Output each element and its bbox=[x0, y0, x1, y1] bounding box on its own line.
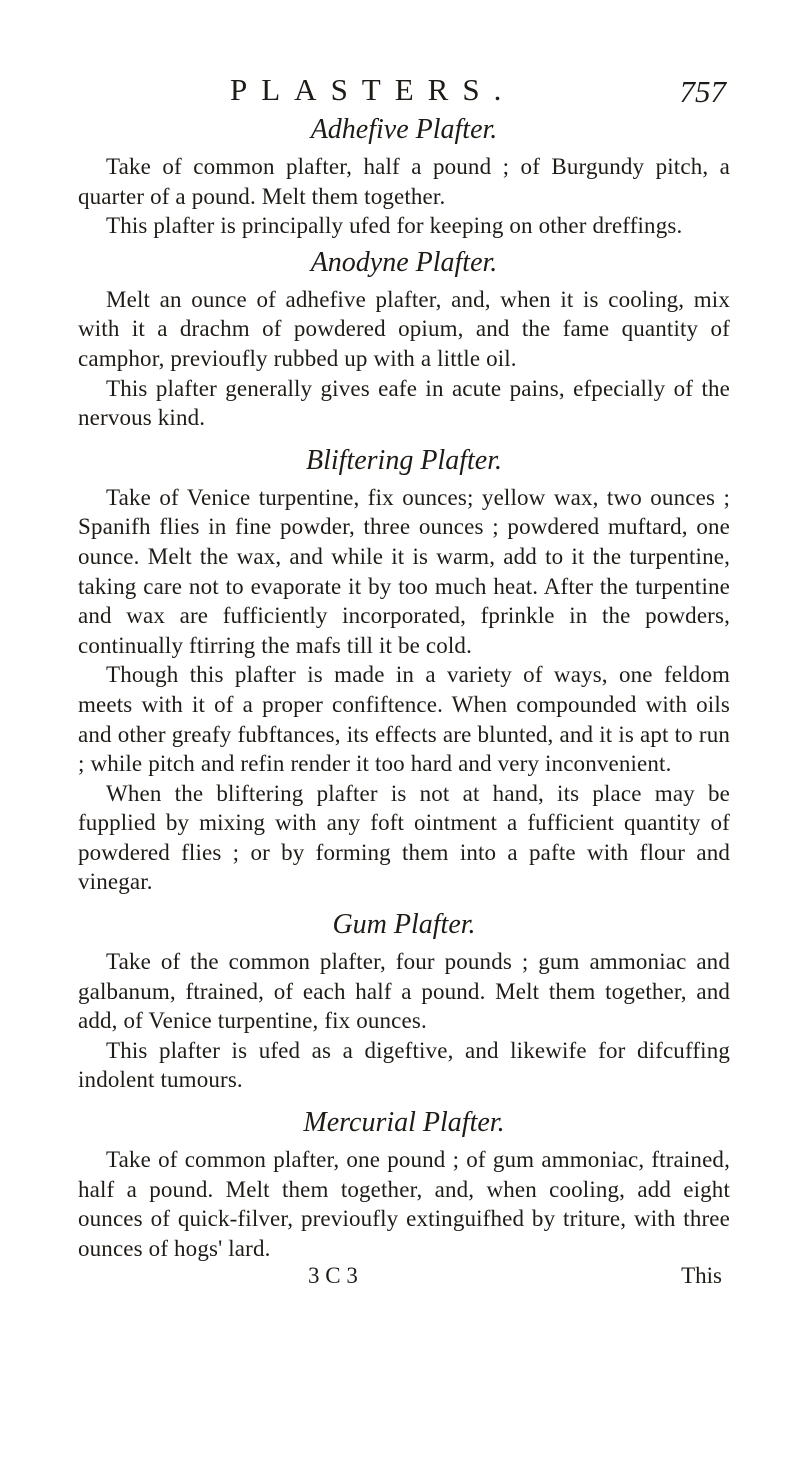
paragraph: Take of common plafter, one pound ; of gum ammoniac, ftrained, half a pound. Melt them together, and, when cooling, add eight ounces of quick-filver, previoufly extinguifhed by triture, with three ounces of hogs' lard. bbox=[78, 1147, 730, 1261]
section-heading: Mercurial Plafter. bbox=[303, 1107, 505, 1139]
paragraph: Though this plafter is made in a variety of ways, one feldom meets with it of a proper confiftence. When compounded with oils and other greafy fubftances, its effects are blunted, and it is apt to run ; while pitch and refin render it too hard and very inconvenient. bbox=[78, 662, 730, 777]
section-heading: Bliftering Plafter. bbox=[306, 444, 502, 476]
page-footer bbox=[78, 1263, 730, 1295]
paragraph: This plafter is principally ufed for keeping on other dreffings. bbox=[106, 213, 683, 239]
section-heading: Gum Plafter. bbox=[332, 909, 476, 941]
section-mercurial-plaster bbox=[78, 1101, 730, 1263]
running-head bbox=[78, 52, 730, 108]
section-blistering-plaster bbox=[78, 439, 730, 897]
section-heading: Adhefive Plafter. bbox=[310, 114, 498, 145]
section-gum-plaster bbox=[78, 903, 730, 1095]
signature-mark: 3 C 3 bbox=[308, 1263, 358, 1289]
catchword: This bbox=[681, 1263, 722, 1289]
paragraph: When the bliftering plafter is not at hand, its place may be fupplied by mixing with any foft ointment a fufficient quantity of powdered flies ; or by forming them into a pafte with flour and vinegar. bbox=[78, 780, 730, 895]
section-anodyne-plaster bbox=[78, 241, 730, 433]
page-number: 757 bbox=[679, 74, 726, 109]
section-adhesive-plaster bbox=[78, 108, 730, 241]
paragraph: This plafter generally gives eafe in acute pains, efpecially of the nervous kind. bbox=[78, 375, 730, 431]
paragraph: Take of common plafter, half a pound ; of Burgundy pitch, a quarter of a pound. Melt them together. bbox=[78, 154, 730, 209]
section-heading: Anodyne Plafter. bbox=[310, 246, 498, 278]
paragraph: Melt an ounce of adhefive plafter, and, when it is cooling, mix with it a drachm of powdered opium, and the fame quantity of camphor, previoufly rubbed up with a little oil. bbox=[78, 286, 730, 371]
paragraph: This plafter is ufed as a digeftive, and likewife for difcuffing indolent tumours. bbox=[78, 1037, 730, 1093]
paragraph: Take of the common plafter, four pounds ; gum ammoniac and galbanum, ftrained, of each half a pound. Melt them together, and add, of Venice turpentine, fix ounces. bbox=[78, 949, 730, 1034]
paragraph: Take of Venice turpentine, fix ounces; yellow wax, two ounces ; Spanifh flies in fine powder, three ounces ; powdered muftard, one ounce. Melt the wax, and while it is warm, add to it the turpentine, taking care not to evaporate it by too much heat. After the turpentine and wax are fufficiently incorporated, fprinkle in the powders, continually ftirring the mafs till it be cold. bbox=[78, 484, 730, 658]
running-title: PLASTERS. bbox=[230, 72, 516, 107]
